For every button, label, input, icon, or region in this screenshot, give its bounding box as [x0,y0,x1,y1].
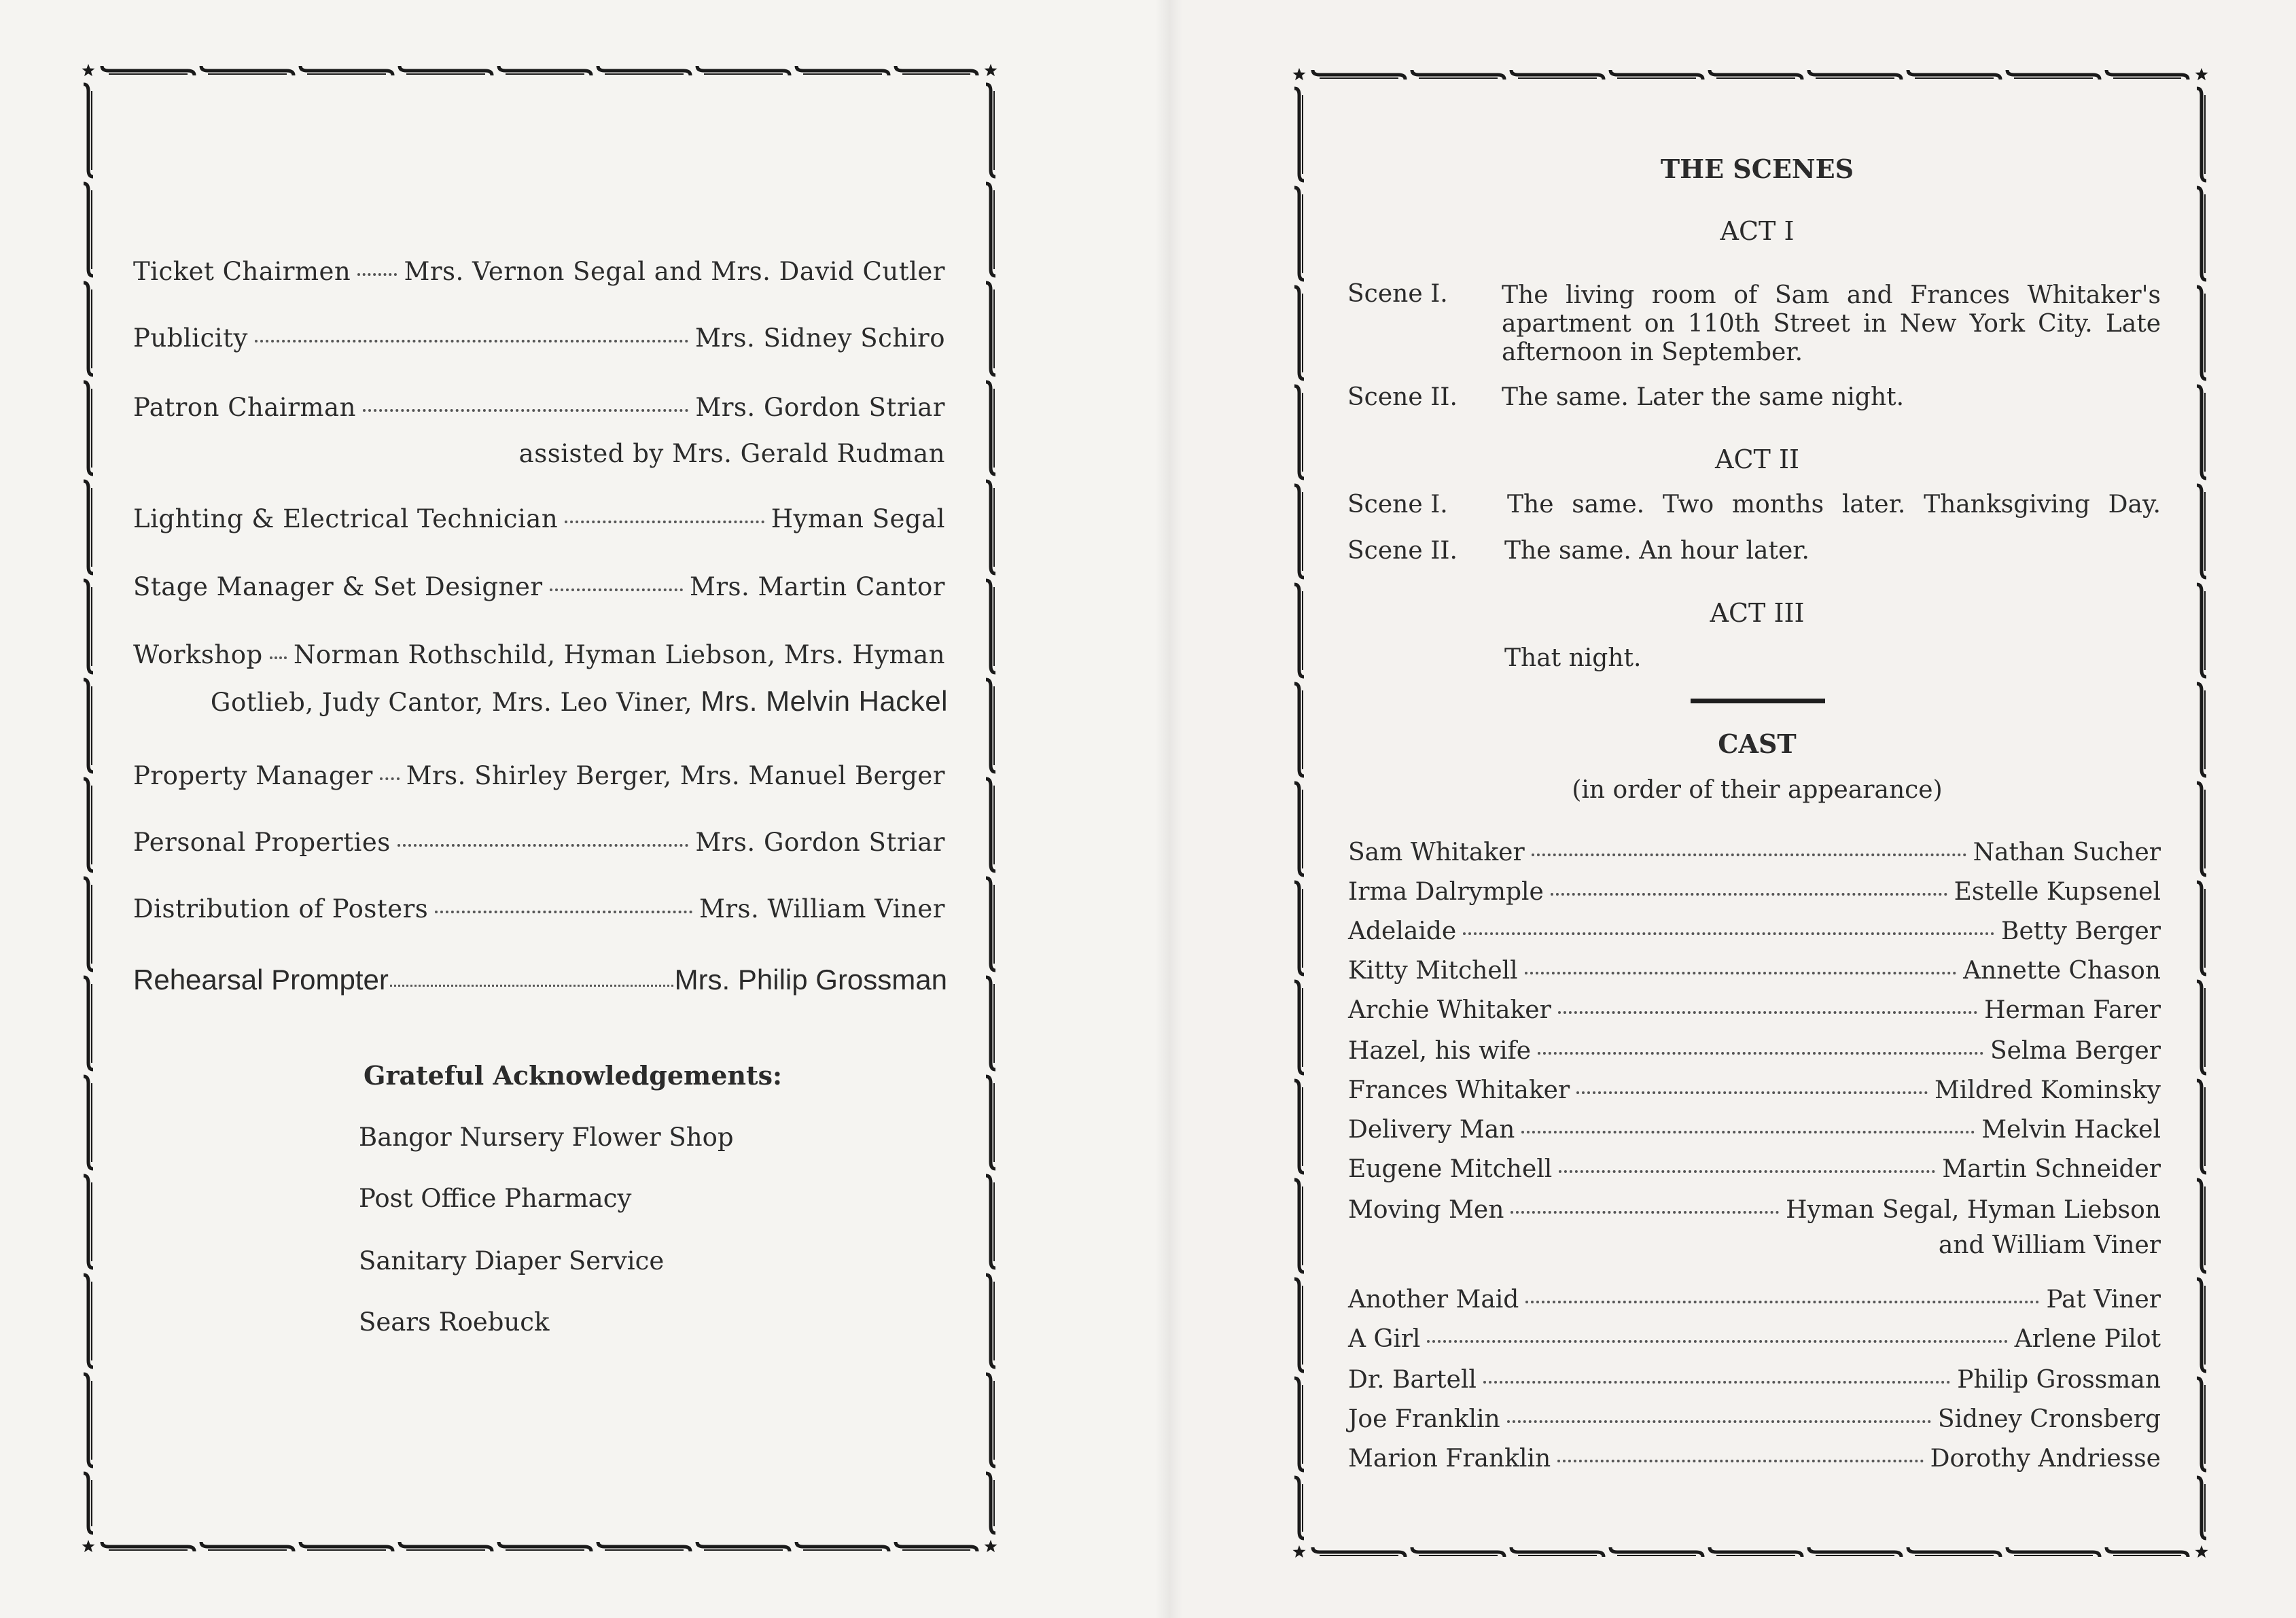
credit-role: Stage Manager & Set Designer [133,572,543,601]
credit-stage-manager [133,572,945,601]
cast-role: Sam Whitaker [1348,839,1525,866]
cast-role: Adelaide [1348,917,1457,945]
cast-actor: Arlene Pilot [2014,1325,2161,1353]
credit-name: Mrs. William Viner [699,894,945,924]
credit-role: Distribution of Posters [133,894,429,924]
cast-actor: Dorothy Andriesse [1930,1445,2161,1473]
cast-actor: Betty Berger [2000,917,2161,945]
act-title: ACT II [1715,444,1799,474]
cast-actor: Sidney Cronsberg [1937,1405,2161,1433]
cast-role: Dr. Bartell [1348,1366,1477,1394]
credit-name: Mrs. Vernon Segal and Mrs. David Cutler [404,257,945,286]
acknowledgement-item: Sears Roebuck [359,1307,550,1337]
scene-label: Scene I. [1347,280,1448,308]
credit-rehearsal-prompter [133,964,947,996]
leader-dots [565,521,764,523]
leader-dots [1538,1052,1983,1055]
leader-dots [1557,1460,1923,1462]
cast-role: Eugene Mitchell [1348,1155,1553,1183]
cast-heading: CAST [1718,728,1797,759]
cast-role: Marion Franklin [1348,1445,1551,1473]
cast-actor: Estelle Kupsenel [1954,878,2161,906]
credit-continuation [211,685,948,718]
credit-name: Mrs. Shirley Berger, Mrs. Manuel Berger [406,761,945,790]
cast-row [1348,1196,2161,1224]
leader-dots [357,273,397,276]
leader-dots [1576,1091,1928,1094]
cast-role: Moving Men [1348,1196,1504,1224]
cast-row [1348,957,2161,985]
cast-role: Kitty Mitchell [1348,957,1518,985]
cast-role: Frances Whitaker [1348,1076,1570,1104]
credit-name: Norman Rothschild, Hyman Liebson, Mrs. Hyman [293,640,945,669]
cast-actor: Annette Chason [1963,957,2161,985]
credit-name: Mrs. Martin Cantor [689,572,945,601]
section-divider [1691,699,1825,703]
leader-dots [1525,1301,2039,1303]
leader-dots [1559,1170,1935,1173]
cast-role: Another Maid [1348,1286,1519,1314]
leader-dots [1521,1131,1975,1133]
cast-actor: Herman Farer [1984,996,2161,1024]
cast-row [1348,1445,2161,1473]
leader-dots [1532,854,1966,856]
cast-row [1348,996,2161,1024]
credit-lighting [133,504,945,533]
credit-name: Mrs. Gordon Striar [695,393,945,422]
credit-role: Property Manager [133,761,373,790]
star-ornament [1293,68,1306,80]
credit-role: Publicity [133,323,248,353]
star-ornament [2195,1545,2208,1558]
credit-patron-chairman [133,393,945,422]
leader-dots [398,844,689,847]
cast-row [1348,1116,2161,1144]
acknowledgement-item: Bangor Nursery Flower Shop [359,1123,734,1152]
cast-row [1348,1037,2161,1065]
cast-row [1348,1325,2161,1353]
cast-role: A Girl [1348,1325,1421,1353]
credit-workshop [133,640,945,669]
scene-description: That night. [1504,644,1642,672]
leader-dots [1507,1420,1931,1423]
leader-dots [1463,932,1994,935]
cast-actor: Melvin Hackel [1981,1116,2161,1144]
credit-role: Workshop [133,640,263,669]
cast-row [1348,878,2161,906]
star-ornament [2195,68,2208,80]
cast-actor: Mildred Kominsky [1935,1076,2161,1104]
credit-continuation-text: Gotlieb, Judy Cantor, Mrs. Leo Viner, [210,688,692,717]
credit-name: Hyman Segal [771,504,945,533]
credit-ticket-chairmen [133,257,945,286]
scene-description: The same. Two months later. Thanksgiving Day. [1507,491,2161,518]
credit-publicity [133,323,945,353]
cast-row [1348,1076,2161,1104]
leader-dots [390,985,673,987]
cast-role: Delivery Man [1348,1116,1515,1144]
leader-dots [270,656,287,659]
leader-dots [1427,1340,2007,1343]
cast-role: Hazel, his wife [1348,1037,1532,1065]
cast-row [1348,1366,2161,1394]
cast-row [1348,917,2161,945]
star-ornament [1293,1545,1306,1558]
cast-row [1348,1286,2161,1314]
scene-description: The living room of Sam and Frances Whitaker's apartment on 110th Street in New York City. Late afternoon in September. [1502,281,2161,366]
credit-continuation-added: Mrs. Melvin Hackel [701,685,948,717]
cast-row [1348,839,2161,866]
credit-continuation: assisted by Mrs. Gerald Rudman [518,439,945,468]
cast-actor: Pat Viner [2046,1286,2161,1314]
credit-role: Personal Properties [133,828,391,857]
cast-subheading: (in order of their appearance) [1572,776,1943,804]
credit-role: Rehearsal Prompter [133,964,389,996]
cast-row [1348,1155,2161,1183]
scene-label: Scene I. [1347,491,1448,518]
scene-label: Scene II. [1347,383,1458,411]
leader-dots [435,911,692,913]
leader-dots [380,777,400,780]
credit-name: Mrs. Sidney Schiro [694,323,945,353]
cast-role: Joe Franklin [1348,1405,1500,1433]
credit-name: Mrs. Philip Grossman [674,964,947,996]
credit-role: Ticket Chairmen [133,257,351,286]
leader-dots [255,340,688,342]
cast-row [1348,1405,2161,1433]
cast-actor: Philip Grossman [1957,1366,2161,1394]
scene-description: The same. Later the same night. [1502,383,1905,411]
acknowledgements-heading: Grateful Acknowledgements: [364,1060,783,1091]
credit-property-manager [133,761,945,790]
credit-distribution [133,894,945,924]
cast-actor: Nathan Sucher [1973,839,2161,866]
leader-dots [1551,893,1947,896]
leader-dots [1558,1011,1977,1014]
credit-role: Lighting & Electrical Technician [133,504,559,533]
leader-dots [363,409,688,412]
cast-actor: Hyman Segal, Hyman Liebson [1786,1196,2161,1224]
act-title: ACT III [1710,598,1805,628]
leader-dots [550,588,683,591]
cast-role: Archie Whitaker [1348,996,1551,1024]
scene-description: The same. An hour later. [1504,537,1809,565]
cast-continuation: and William Viner [1938,1231,2161,1259]
credit-personal-properties [133,828,945,857]
leader-dots [1511,1211,1779,1214]
credit-role: Patron Chairman [133,393,356,422]
act-title: ACT I [1720,216,1795,246]
acknowledgement-item: Post Office Pharmacy [359,1184,632,1213]
leader-dots [1483,1381,1950,1384]
credit-name: Mrs. Gordon Striar [695,828,945,857]
acknowledgement-item: Sanitary Diaper Service [359,1246,665,1276]
leader-dots [1525,972,1956,974]
cast-role: Irma Dalrymple [1348,878,1544,906]
cast-actor: Selma Berger [1990,1037,2161,1065]
cast-actor: Martin Schneider [1942,1155,2161,1183]
scenes-heading: THE SCENES [1660,154,1854,184]
scene-label: Scene II. [1347,537,1458,565]
